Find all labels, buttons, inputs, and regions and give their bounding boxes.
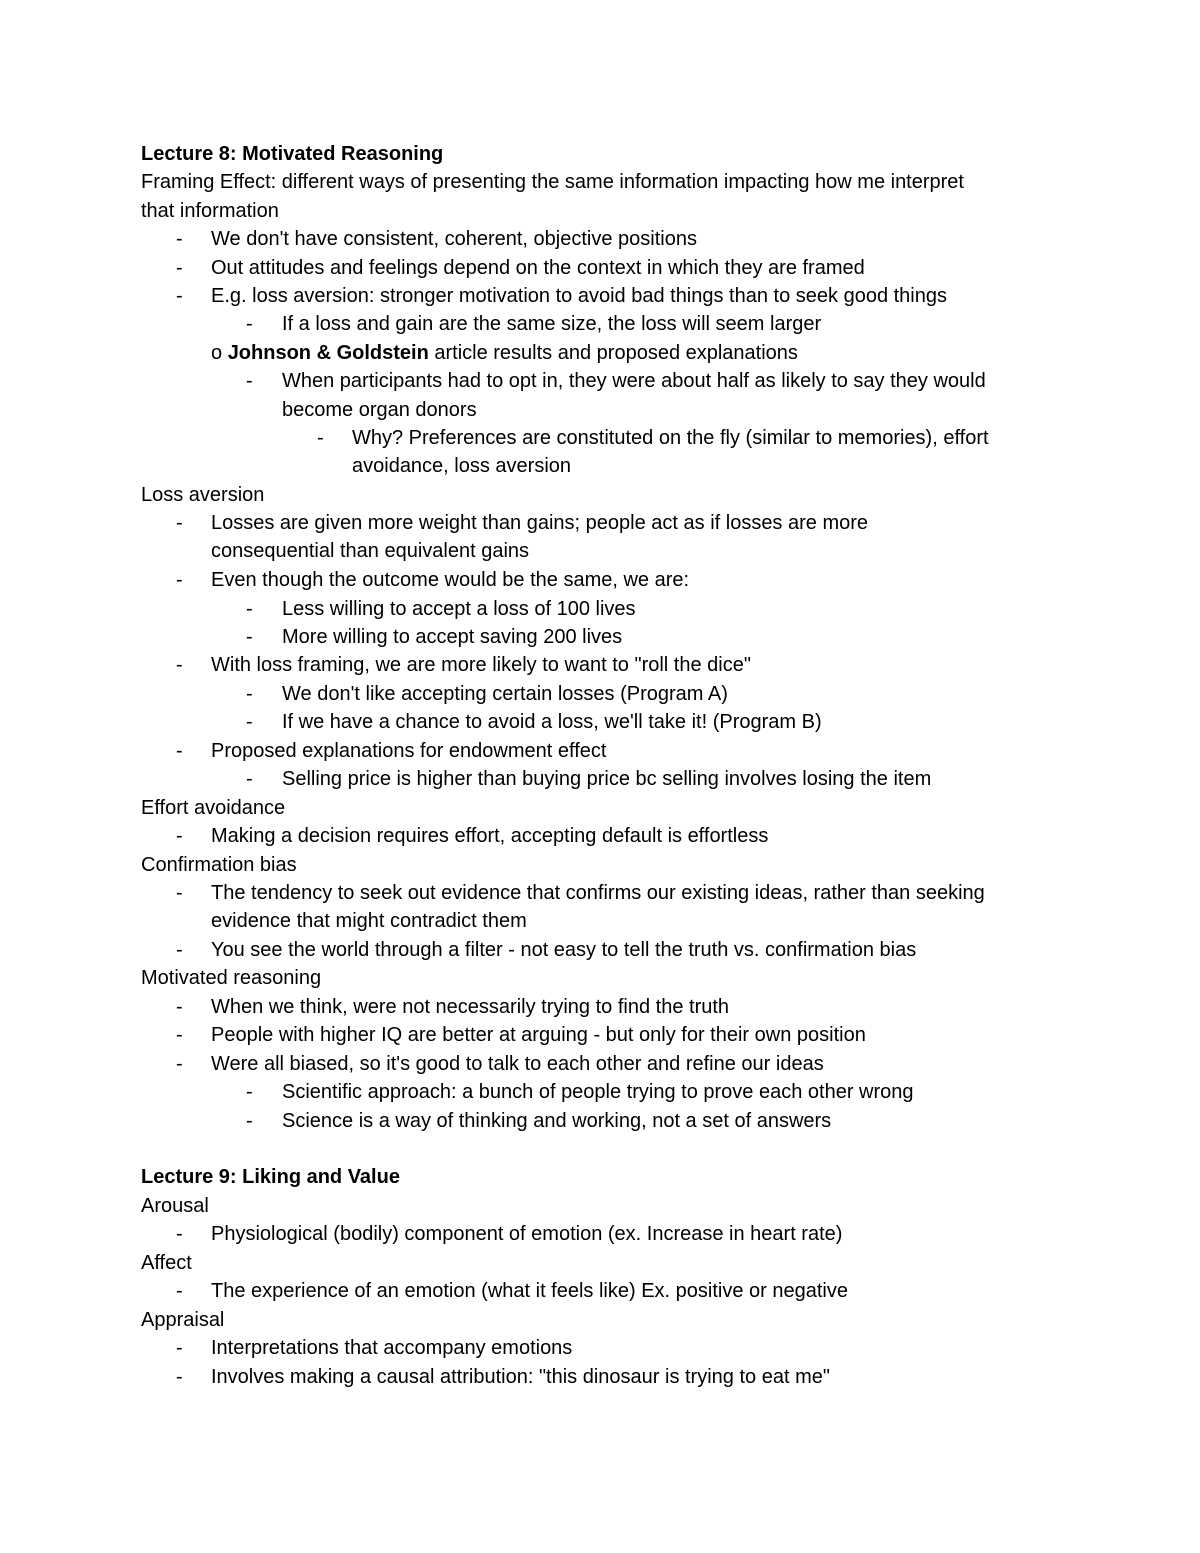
- list-item: We don't like accepting certain losses (Program A): [282, 683, 728, 705]
- johnson-goldstein-rest: article results and proposed explanations: [428, 342, 798, 364]
- bullet-dash: -: [176, 512, 183, 534]
- johnson-goldstein-item: [211, 339, 798, 367]
- list-item: Even though the outcome would be the same, we are:: [211, 569, 690, 591]
- list-item: If a loss and gain are the same size, the loss will seem larger: [282, 313, 822, 335]
- list-item: Science is a way of thinking and working, not a set of answers: [282, 1110, 832, 1132]
- effort-avoidance-heading: Effort avoidance: [141, 797, 286, 819]
- list-item: Involves making a causal attribution: "this dinosaur is trying to eat me": [211, 1366, 830, 1388]
- bullet-dash: -: [176, 257, 183, 279]
- list-item-cont: become organ donors: [282, 399, 477, 421]
- bullet-dash: -: [176, 1337, 183, 1359]
- lecture-8-title: Lecture 8: Motivated Reasoning: [141, 143, 444, 165]
- list-item: Selling price is higher than buying price bc selling involves losing the item: [282, 768, 932, 790]
- bullet-dash: -: [246, 313, 253, 335]
- bullet-dash: -: [246, 1081, 253, 1103]
- affect-heading: Affect: [141, 1252, 192, 1274]
- bullet-dash: -: [176, 1223, 183, 1245]
- list-item: Were all biased, so it's good to talk to each other and refine our ideas: [211, 1053, 824, 1075]
- bullet-dash: -: [176, 654, 183, 676]
- bullet-dash: -: [176, 825, 183, 847]
- list-item-cont: avoidance, loss aversion: [352, 455, 572, 477]
- arousal-heading: Arousal: [141, 1195, 209, 1217]
- bullet-dash: -: [176, 939, 183, 961]
- bullet-dash: -: [176, 1024, 183, 1046]
- bullet-dash: -: [317, 427, 324, 449]
- list-item: If we have a chance to avoid a loss, we'll take it! (Program B): [282, 711, 822, 733]
- list-item: Less willing to accept a loss of 100 lives: [282, 598, 636, 620]
- bullet-dash: -: [246, 370, 253, 392]
- list-item: E.g. loss aversion: stronger motivation to avoid bad things than to seek good things: [211, 285, 947, 307]
- framing-effect-definition: Framing Effect: different ways of presenting the same information impacting how me interpret: [141, 171, 964, 193]
- bullet-dash: -: [246, 1110, 253, 1132]
- bullet-dash: -: [246, 711, 253, 733]
- list-item: Making a decision requires effort, accepting default is effortless: [211, 825, 769, 847]
- list-item: The tendency to seek out evidence that confirms our existing ideas, rather than seeking: [211, 882, 985, 904]
- list-item: You see the world through a filter - not easy to tell the truth vs. confirmation bias: [211, 939, 917, 961]
- list-item: When we think, were not necessarily trying to find the truth: [211, 996, 730, 1018]
- bullet-dash: -: [246, 768, 253, 790]
- bullet-dash: -: [246, 598, 253, 620]
- list-item: Why? Preferences are constituted on the fly (similar to memories), effort: [352, 427, 989, 449]
- bullet-dash: -: [176, 740, 183, 762]
- list-item: People with higher IQ are better at arguing - but only for their own position: [211, 1024, 866, 1046]
- bullet-dash: -: [246, 683, 253, 705]
- list-item: More willing to accept saving 200 lives: [282, 626, 623, 648]
- framing-effect-definition-cont: that information: [141, 200, 279, 222]
- bullet-dash: -: [176, 228, 183, 250]
- bullet-dash: -: [176, 996, 183, 1018]
- motivated-reasoning-heading: Motivated reasoning: [141, 967, 322, 989]
- list-item: Out attitudes and feelings depend on the context in which they are framed: [211, 257, 865, 279]
- list-item: Physiological (bodily) component of emotion (ex. Increase in heart rate): [211, 1223, 843, 1245]
- appraisal-heading: Appraisal: [141, 1309, 225, 1331]
- list-item: Scientific approach: a bunch of people trying to prove each other wrong: [282, 1081, 914, 1103]
- list-item: Interpretations that accompany emotions: [211, 1337, 573, 1359]
- bullet-dash: -: [176, 569, 183, 591]
- list-item: Losses are given more weight than gains; people act as if losses are more: [211, 512, 869, 534]
- list-item-cont: consequential than equivalent gains: [211, 540, 530, 562]
- list-item: Proposed explanations for endowment effect: [211, 740, 607, 762]
- bullet-dash: -: [176, 1053, 183, 1075]
- loss-aversion-heading: Loss aversion: [141, 484, 265, 506]
- list-item: When participants had to opt in, they were about half as likely to say they would: [282, 370, 986, 392]
- bullet-dash: -: [176, 882, 183, 904]
- bullet-dash: -: [176, 285, 183, 307]
- lecture-9-title: Lecture 9: Liking and Value: [141, 1166, 400, 1188]
- list-item: We don't have consistent, coherent, objective positions: [211, 228, 697, 250]
- bullet-dash: -: [176, 1280, 183, 1302]
- list-item: With loss framing, we are more likely to want to "roll the dice": [211, 654, 751, 676]
- johnson-goldstein-bold: Johnson & Goldstein: [227, 342, 429, 364]
- bullet-o: o: [211, 342, 228, 364]
- list-item: The experience of an emotion (what it feels like) Ex. positive or negative: [211, 1280, 848, 1302]
- bullet-dash: -: [176, 1366, 183, 1388]
- list-item-cont: evidence that might contradict them: [211, 910, 527, 932]
- bullet-dash: -: [246, 626, 253, 648]
- confirmation-bias-heading: Confirmation bias: [141, 854, 297, 876]
